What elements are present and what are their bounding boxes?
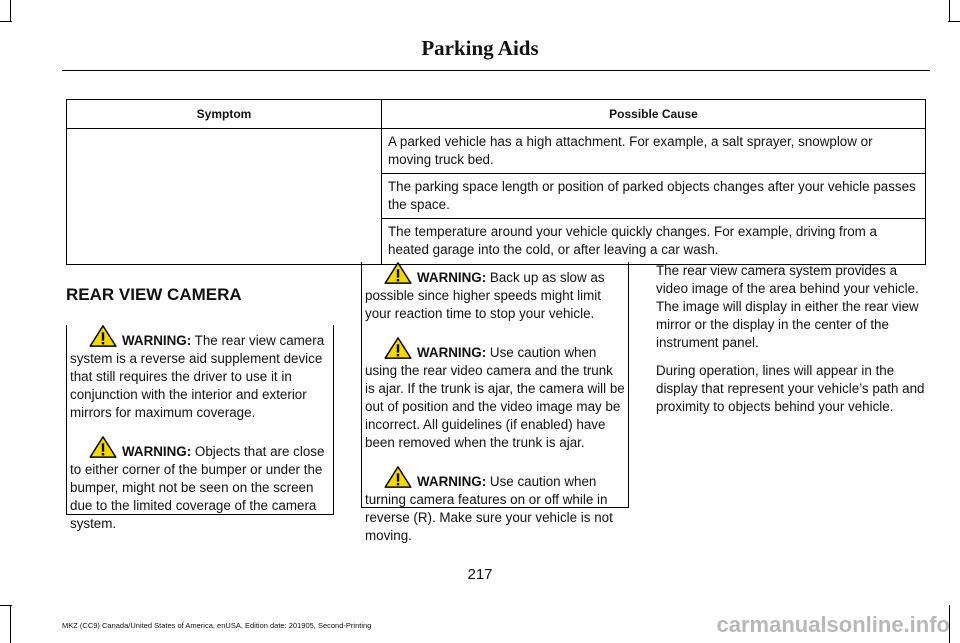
symptom-header: Symptom bbox=[67, 100, 382, 129]
warning-paragraph bbox=[365, 466, 625, 545]
warning-text: Use caution when using the rear video camera and the trunk is ajar. If the trunk is ajar, the camera will be out of position and the video image may be incorrect. All guidelines (if enabled) have been removed when the trunk is ajar. bbox=[365, 345, 625, 450]
warning-text: Objects that are close to either corner of the bumper or under the bumper, might not be seen on the screen due to the limited coverage of the camera system. bbox=[70, 444, 325, 531]
warning-paragraph bbox=[70, 325, 330, 422]
edition-footer: MKZ (CC9) Canada/United States of America, enUSA, Edition date: 201905, Second-Printing bbox=[62, 621, 372, 630]
warning-label: WARNING: bbox=[122, 333, 192, 348]
crop-mark bbox=[949, 0, 950, 22]
warning-text: Use caution when turning camera features on or off while in reverse (R). Make sure your vehicle is not moving. bbox=[365, 474, 613, 543]
warning-label: WARNING: bbox=[417, 345, 487, 360]
crop-mark bbox=[10, 605, 11, 643]
crop-mark bbox=[10, 0, 11, 22]
page-number: 217 bbox=[467, 566, 493, 583]
table-row bbox=[67, 129, 926, 174]
body-paragraph: During operation, lines will appear in the display that represent your vehicle’s path and proximity to objects behind your vehicle. bbox=[656, 363, 925, 414]
cause-cell: The parking space length or position of parked objects changes after your vehicle passes the space. bbox=[382, 174, 926, 219]
warning-paragraph bbox=[365, 337, 625, 452]
warning-label: WARNING: bbox=[417, 474, 487, 489]
warning-text: Back up as slow as possible since higher speeds might limit your reaction time to stop your vehicle. bbox=[365, 270, 605, 321]
watermark: carmanualsonline.info bbox=[716, 612, 950, 637]
section-heading: REAR VIEW CAMERA bbox=[66, 285, 242, 304]
warning-triangle-icon bbox=[88, 436, 118, 458]
warning-triangle-icon bbox=[383, 262, 413, 284]
warning-box bbox=[66, 325, 334, 531]
warning-paragraph bbox=[70, 436, 330, 533]
body-column bbox=[656, 262, 928, 426]
symptom-cell bbox=[67, 129, 382, 265]
warning-label: WARNING: bbox=[122, 444, 192, 459]
possible-cause-header: Possible Cause bbox=[382, 100, 926, 129]
warning-box bbox=[361, 262, 629, 543]
symptom-table bbox=[66, 99, 926, 265]
crop-mark bbox=[0, 21, 12, 22]
cause-cell: The temperature around your vehicle quickly changes. For example, driving from a heated garage into the cold, or after leaving a car wash. bbox=[382, 219, 926, 264]
warning-paragraph bbox=[365, 262, 625, 323]
warning-triangle-icon bbox=[383, 337, 413, 359]
cause-cell: A parked vehicle has a high attachment. For example, a salt sprayer, snowplow or moving truck bed. bbox=[382, 129, 926, 174]
page-title: Parking Aids bbox=[421, 36, 539, 60]
warning-text: The rear view camera system is a reverse aid supplement device that still requires the driver to use it in conjunction with the interior and exterior mirrors for maximum coverage. bbox=[70, 333, 325, 420]
warning-triangle-icon bbox=[88, 325, 118, 347]
warning-label: WARNING: bbox=[417, 270, 487, 285]
crop-mark bbox=[0, 605, 12, 606]
warning-triangle-icon bbox=[383, 466, 413, 488]
header-rule bbox=[62, 70, 930, 71]
crop-mark bbox=[948, 21, 960, 22]
body-paragraph: The rear view camera system provides a video image of the area behind your vehicle. The image will display in either the rear view mirror or the display in the center of the instrument panel. bbox=[656, 263, 919, 350]
